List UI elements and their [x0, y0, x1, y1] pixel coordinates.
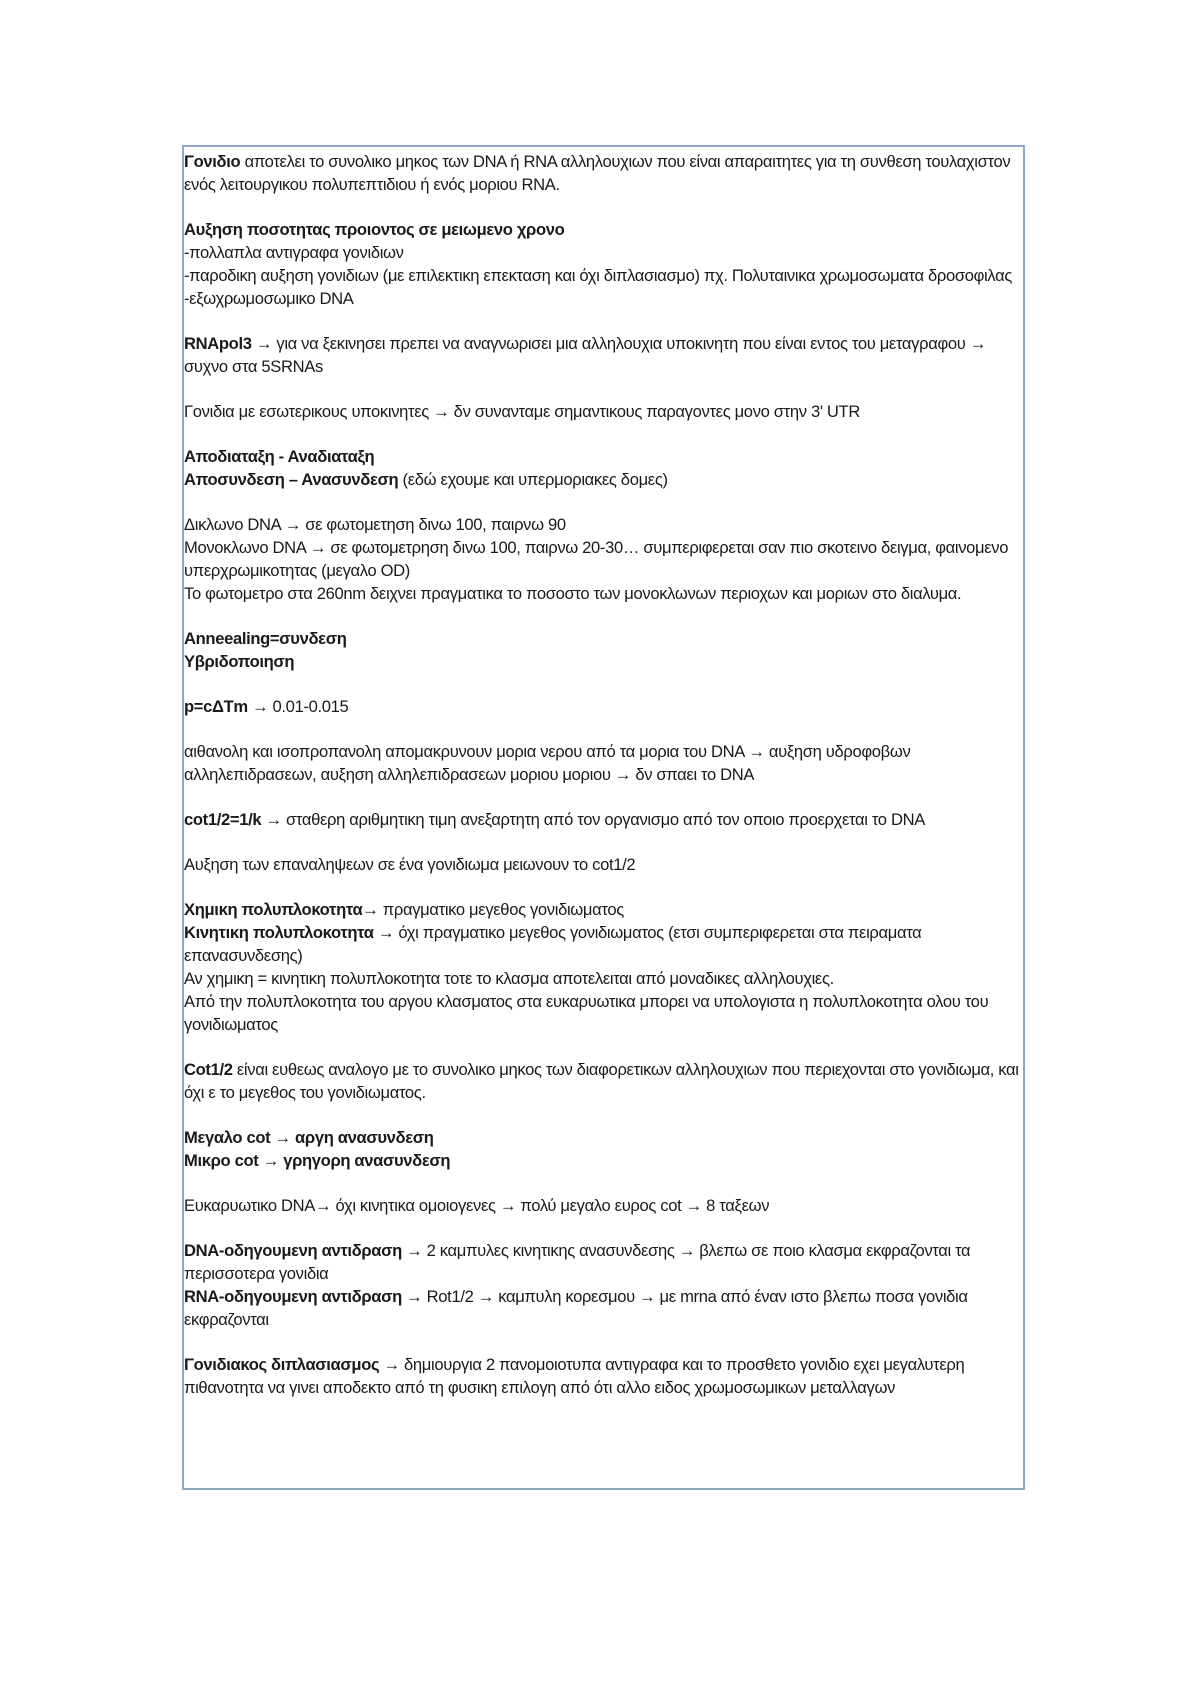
text-line: [184, 1058, 1023, 1104]
bold-term: Anneealing=συνδεση: [184, 629, 347, 648]
paragraph: [184, 1194, 1023, 1217]
text-run: -πολλαπλα αντιγραφα γονιδιων: [184, 243, 404, 262]
text-line: [184, 445, 1023, 468]
bold-term: Κινητικη πολυπλοκοτητα: [184, 923, 374, 942]
text-line: [184, 1285, 1023, 1331]
text-line: [184, 650, 1023, 673]
text-line: [184, 1149, 1023, 1172]
text-line: [184, 898, 1023, 921]
paragraph: [184, 898, 1023, 1036]
bold-term: Υβριδοποιηση: [184, 652, 295, 671]
text-run: -παροδικη αυξηση γονιδιων (με επιλεκτικη επεκταση και όχι διπλασιασμο) πχ. Πολυταινικα χρωμοσωματα δροσοφιλας: [184, 266, 1012, 285]
text-run: -εξωχρωμοσωμικο DNA: [184, 289, 354, 308]
text-run: Αυξηση των επαναληψεων σε ένα γονιδιωμα μειωνουν το cot1/2: [184, 855, 636, 874]
text-run: Μονοκλωνο DNA → σε φωτομετρηση δινω 100, παιρνω 20-30… συμπεριφερεται σαν πιο σκοτεινο δειγμα, φαινομενο υπερχρωμικοτητας (μεγαλο OD): [184, 538, 1009, 580]
bold-term: Γονιδιακος διπλασιασμος: [184, 1355, 380, 1374]
text-line: [184, 1239, 1023, 1285]
paragraph: [184, 218, 1023, 310]
text-line: [184, 468, 1023, 491]
text-run: (εδώ εχουμε και υπερμοριακες δομες): [398, 470, 668, 489]
text-line: [184, 627, 1023, 650]
bold-term: Μικρο cot → γρηγορη ανασυνδεση: [184, 1151, 451, 1170]
text-run: Γονιδια με εσωτερικους υποκινητες → δν συνανταμε σημαντικους παραγοντες μονο στην 3' UTR: [184, 402, 860, 421]
text-line: [184, 218, 1023, 241]
text-line: [184, 264, 1023, 287]
text-line: [184, 536, 1023, 582]
paragraph: [184, 1126, 1023, 1172]
text-line: [184, 1194, 1023, 1217]
document-frame: [182, 145, 1025, 1490]
text-line: [184, 332, 1023, 378]
bold-term: p=cΔTm: [184, 697, 248, 716]
paragraph: [184, 853, 1023, 876]
paragraph: [184, 627, 1023, 673]
text-line: [184, 400, 1023, 423]
text-run: Δικλωνο DNA → σε φωτομετηση δινω 100, παιρνω 90: [184, 515, 566, 534]
bold-term: Αυξηση ποσοτητας προιοντος σε μειωμενο χρονο: [184, 220, 565, 239]
paragraph: [184, 1239, 1023, 1331]
text-run: → όχι πραγματικο μεγεθος γονιδιωματος (ετσι συμπεριφερεται στα πειραματα επανασυνδεσης): [184, 923, 922, 965]
text-line: [184, 695, 1023, 718]
paragraph: [184, 1353, 1023, 1399]
text-run: Αν χημικη = κινητικη πολυπλοκοτητα τοτε το κλασμα αποτελειται από μοναδικες αλληλουχιες.: [184, 969, 834, 988]
text-line: [184, 967, 1023, 990]
paragraph: [184, 445, 1023, 491]
bold-term: Μεγαλο cot → αργη ανασυνδεση: [184, 1128, 434, 1147]
text-run: → 0.01-0.015: [247, 697, 349, 716]
text-run: → δημιουργια 2 πανομοιοτυπα αντιγραφα και το προσθετο γονιδιο εχει μεγαλυτερη πιθανοτητα να γινει αποδεκτο από τη φυσικη επιλογη από ότι αλλο ειδος χρωμοσωμικων μεταλλαγων: [184, 1355, 965, 1397]
paragraph: [184, 1058, 1023, 1104]
paragraph: [184, 808, 1023, 831]
paragraph: [184, 332, 1023, 378]
text-line: [184, 1353, 1023, 1399]
bold-term: cot1/2=1/k: [184, 810, 262, 829]
paragraph: [184, 400, 1023, 423]
text-run: είναι ευθεως αναλογο με το συνολικο μηκος των διαφορετικων αλληλουχιων που περιεχονται στο γονιδιωμα, και όχι ε το μεγεθος του γονιδιωματος.: [184, 1060, 1019, 1102]
text-run: → πραγματικο μεγεθος γονιδιωματος: [362, 900, 624, 919]
paragraph: [184, 740, 1023, 786]
text-line: [184, 582, 1023, 605]
text-run: → 2 καμπυλες κινητικης ανασυνδεσης → βλεπω σε ποιο κλασμα εκφραζονται τα περισσοτερα γονιδια: [184, 1241, 971, 1283]
bold-term: RNA-οδηγουμενη αντιδραση: [184, 1287, 402, 1306]
bold-term: Αποσυνδεση – Ανασυνδεση: [184, 470, 399, 489]
text-line: [184, 513, 1023, 536]
document-body: [184, 150, 1023, 1399]
text-line: [184, 808, 1023, 831]
bold-term: Cot1/2: [184, 1060, 233, 1079]
text-line: [184, 853, 1023, 876]
text-line: [184, 740, 1023, 786]
text-run: αιθανολη και ισοπροπανολη απομακρυνουν μορια νερου από τα μορια του DNA → αυξηση υδροφοβων αλληλεπιδρασεων, αυξηση αλληλεπιδρασεων μοριου μοριου → δν σπαει το DNA: [184, 742, 911, 784]
bold-term: Χημικη πολυπλοκοτητα: [184, 900, 363, 919]
text-run: Από την πολυπλοκοτητα του αργου κλασματος στα ευκαρυωτικα μπορει να υπολογιστα η πολυπλοκοτητα ολου του γονιδιωματος: [184, 992, 989, 1034]
text-run: → για να ξεκινησει πρεπει να αναγνωρισει μια αλληλουχια υποκινητη που είναι εντος του μεταγραφου → συχνο στα 5SRNAs: [184, 334, 986, 376]
bold-term: RNApol3: [184, 334, 252, 353]
paragraph: [184, 695, 1023, 718]
paragraph: [184, 150, 1023, 196]
text-run: Ευκαρυωτικο DNA→ όχι κινητικα ομοιογενες → πολύ μεγαλο ευρος cot → 8 ταξεων: [184, 1196, 770, 1215]
text-line: [184, 241, 1023, 264]
text-line: [184, 150, 1023, 196]
text-run: → Rot1/2 → καμπυλη κορεσμου → με mrna από έναν ιστο βλεπω ποσα γονιδια εκφραζονται: [184, 1287, 968, 1329]
text-run: → σταθερη αριθμητικη τιμη ανεξαρτητη από τον οργανισμο από τον οποιο προερχεται το DNA: [261, 810, 925, 829]
text-run: αποτελει το συνολικο μηκος των DNA ή RNA αλληλουχιων που είναι απαραιτητες για τη συνθεση τουλαχιστον ενός λειτουργικου πολυπεπτιδιου ή ενός μοριου RNA.: [184, 152, 1011, 194]
bold-term: Αποδιαταξη - Αναδιαταξη: [184, 447, 375, 466]
bold-term: Γονιδιο: [184, 152, 241, 171]
text-line: [184, 287, 1023, 310]
paragraph: [184, 513, 1023, 605]
text-line: [184, 1126, 1023, 1149]
text-line: [184, 990, 1023, 1036]
text-run: Το φωτομετρο στα 260nm δειχνει πραγματικα το ποσοστο των μονοκλωνων περιοχων και μοριων στο διαλυμα.: [184, 584, 962, 603]
text-line: [184, 921, 1023, 967]
bold-term: DNA-οδηγουμενη αντιδραση: [184, 1241, 402, 1260]
